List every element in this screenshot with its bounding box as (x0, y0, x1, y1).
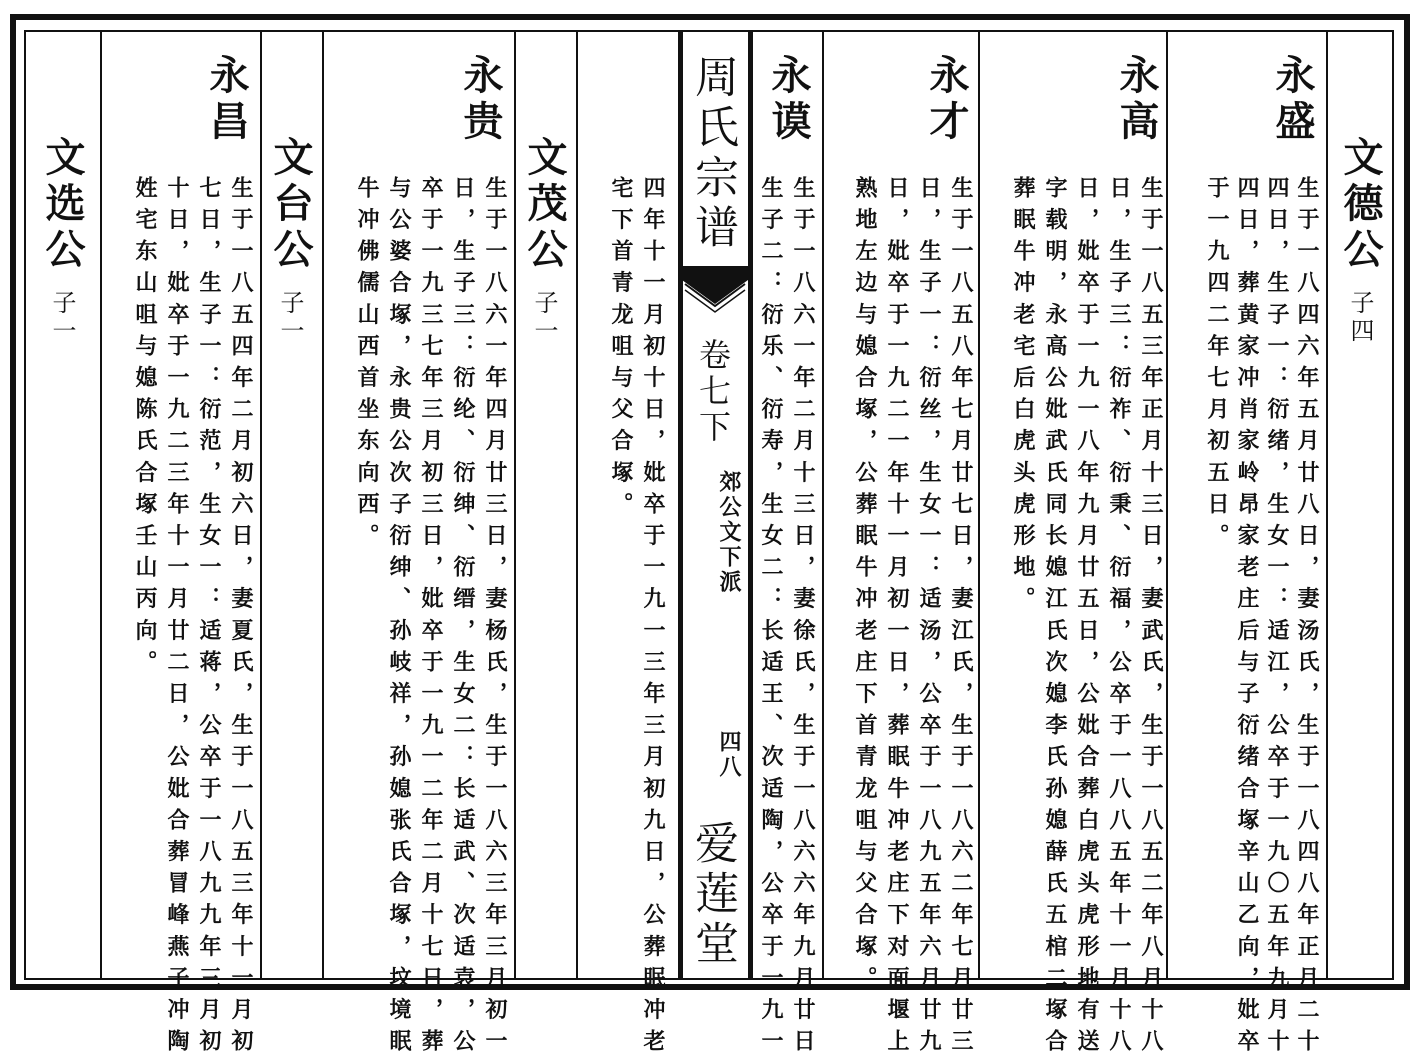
continuation-text-line: 四年十一月初十日，妣卒于一九一三年三月初九日，公葬眠冲老 (640, 176, 666, 1061)
book-title: 周氏宗谱 (687, 54, 738, 254)
entry-text-line: 生于一八五四年二月初六日，妻夏氏，生于一八五三年十一月初 (228, 176, 254, 1061)
entry-text-line: 生子二：衍乐、衍寿，生女二：长适王、次适陶，公卒于一九一 (758, 176, 784, 1061)
column-rule (576, 30, 578, 980)
entry-name: 永高 (1113, 54, 1160, 146)
entry-text-line: 四日，葬黄家冲肖家岭昂家老庄后与子衍绪合塚辛山乙向，妣卒 (1234, 176, 1260, 1061)
column-rule (260, 30, 262, 980)
entry-text-line: 姓宅东山咀与媳陈氏合塚壬山丙向。 (132, 176, 158, 682)
generation-note: 子一 (530, 290, 558, 346)
column-rule (822, 30, 824, 980)
entry-text-line: 七日，生子一：衍范，生女一：适蒋，公卒于一八九九年三月初 (196, 176, 222, 1061)
column-rule (1166, 30, 1168, 980)
entry-name: 永昌 (203, 54, 250, 146)
branch-label: 郊公文下派 (716, 470, 742, 595)
entry-name: 永才 (923, 54, 970, 146)
entry-text-line: 日，生子三：衍纶、衍绅、衍缙，生女二：长适武、次适袁，公 (450, 176, 476, 1061)
entry-text-line: 十日，妣卒于一九二三年十一月廿二日，公妣合葬冒峰燕子冲陶 (164, 176, 190, 1061)
entry-text-line: 与公婆合塚，永贵公次子衍绅、孙岐祥，孙媳张氏合塚，坟境眠 (386, 176, 412, 1061)
entry-text-line: 葬眠牛冲老宅后白虎头虎形地。 (1010, 176, 1036, 619)
page-number: 四八 (716, 730, 742, 780)
column-rule (978, 30, 980, 980)
entry-text-line: 生于一八四六年五月廿八日，妻汤氏，生于一八四八年正月二十 (1294, 176, 1320, 1061)
entry-text-line: 字载明，永高公妣武氏同长媳江氏次媳李氏孙媳薛氏五棺二塚合 (1042, 176, 1068, 1061)
entry-name: 永盛 (1269, 54, 1316, 146)
hall-name: 爱莲堂 (687, 820, 738, 970)
generation-heading: 文选公 (39, 136, 86, 274)
entry-text-line: 生于一八六一年二月十三日，妻徐氏，生于一八六六年九月廿日 (790, 176, 816, 1061)
entry-name: 永贵 (457, 54, 504, 146)
generation-heading: 文茂公 (521, 136, 568, 274)
entry-text-line: 日，生子三：衍祚、衍秉、衍福，公卒于一八八五年十一月十八 (1106, 176, 1132, 1061)
generation-heading: 文台公 (267, 136, 314, 274)
generation-heading: 文德公 (1337, 136, 1384, 274)
generation-note: 子四 (1346, 290, 1374, 346)
entry-text-line: 生于一八六一年四月廿三日，妻杨氏，生于一八六三年三月初一 (482, 176, 508, 1061)
generation-note: 子一 (48, 290, 76, 346)
entry-text-line: 于一九四二年七月初五日。 (1204, 176, 1230, 556)
column-rule (100, 30, 102, 980)
generation-note: 子一 (276, 290, 304, 346)
center-rule-right (748, 30, 753, 980)
entry-text-line: 生于一八五八年七月廿七日，妻江氏，生于一八六二年七月廿三 (948, 176, 974, 1061)
column-rule (322, 30, 324, 980)
entry-text-line: 四日，生子一：衍绪，生女一：适江，公卒于一九〇五年九月十 (1264, 176, 1290, 1061)
column-rule (514, 30, 516, 980)
volume-label: 卷七下 (694, 338, 732, 446)
fishtail-ornament (682, 266, 748, 326)
center-rule-left (678, 30, 683, 980)
entry-text-line: 牛冲佛儒山西首坐东向西。 (354, 176, 380, 556)
entry-name: 永谟 (765, 54, 812, 146)
entry-text-line: 生于一八五三年正月十三日，妻武氏，生于一八五二年八月十八 (1138, 176, 1164, 1061)
continuation-text-line: 宅下首青龙咀与父合塚。 (608, 176, 634, 524)
entry-text-line: 日，妣卒于一九一八年九月廿五日，公妣合葬白虎头虎形地有送 (1074, 176, 1100, 1061)
entry-text-line: 日，生子一：衍丝，生女一：适汤，公卒于一八九五年六月廿九 (916, 176, 942, 1061)
column-rule (1326, 30, 1328, 980)
entry-text-line: 卒于一九三七年三月初三日，妣卒于一九一二年二月十七日，葬 (418, 176, 444, 1061)
entry-text-line: 日，妣卒于一九二一年十一月初一日，葬眠牛冲老庄下对面堰上 (884, 176, 910, 1061)
entry-text-line: 熟地左边与媳合塚，公葬眠牛冲老庄下首青龙咀与父合塚。 (852, 176, 878, 998)
